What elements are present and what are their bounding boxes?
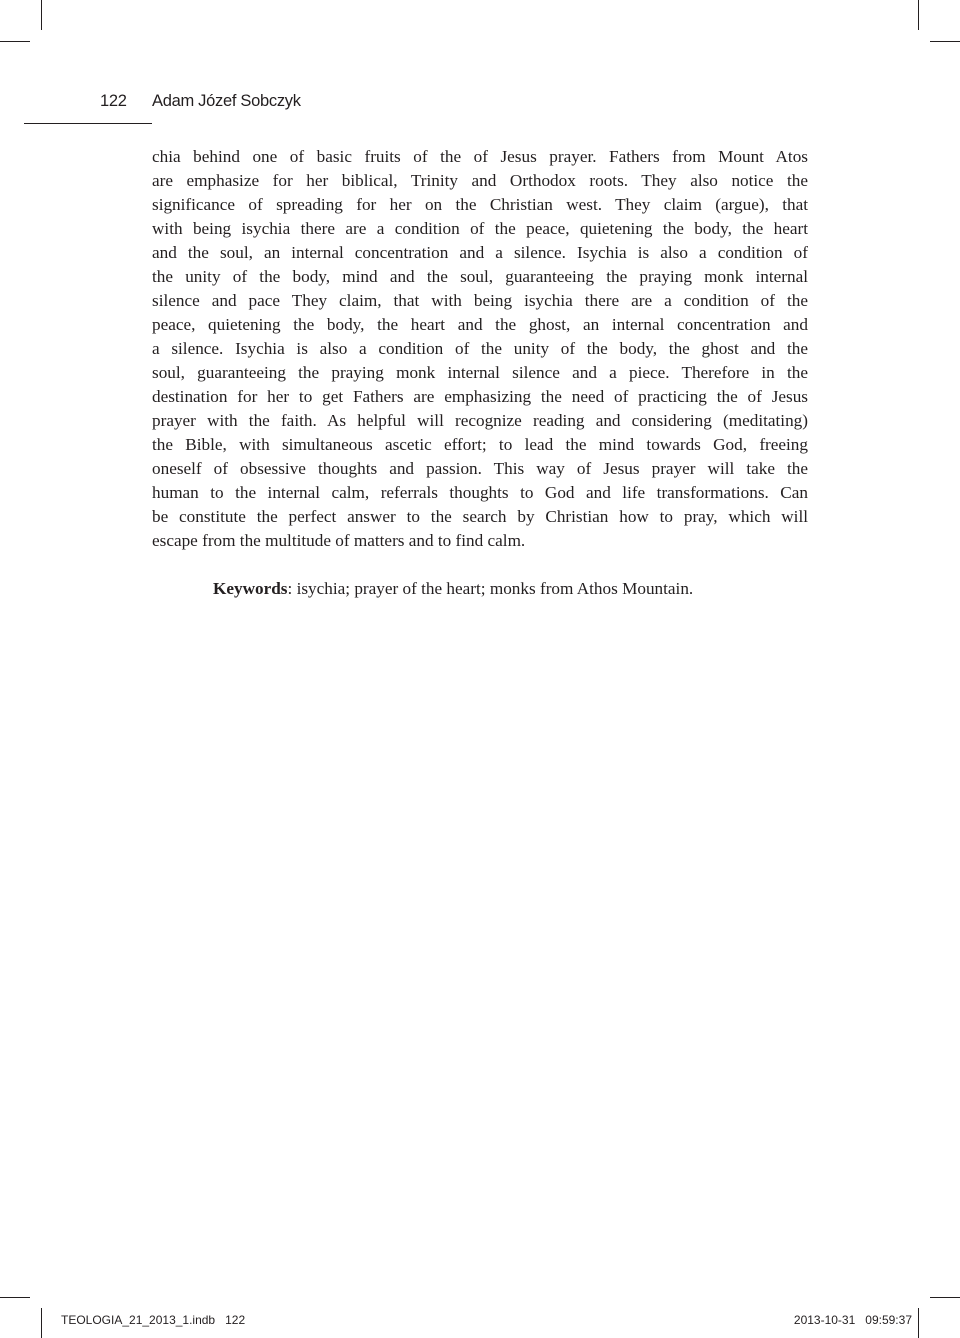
text-line: escape from the multitude of matters and to find calm. <box>152 531 526 550</box>
running-head <box>100 92 301 111</box>
crop-mark-bottom-left-horizontal <box>0 1297 30 1298</box>
crop-mark-top-left-vertical <box>41 0 42 30</box>
author-name: Adam Józef Sobczyk <box>152 92 301 110</box>
print-timestamp: 2013-10-31 09:59:37 <box>793 1313 912 1327</box>
crop-mark-bottom-left-vertical <box>41 1308 42 1338</box>
text-line: with being isychia there are a condition of the peace, quietening the body, the heart <box>152 219 808 238</box>
text-line: destination for her to get Fathers are emphasizing the need of practicing the of Jesus <box>152 387 808 406</box>
text-line: be constitute the perfect answer to the search by Christian how to pray, which will <box>152 507 808 526</box>
text-line: are emphasize for her biblical, Trinity and Orthodox roots. They also notice the <box>152 171 808 190</box>
crop-mark-top-right-vertical <box>918 0 919 30</box>
text-line: a silence. Isychia is also a condition of the unity of the body, the ghost and the <box>152 339 808 358</box>
crop-mark-top-right-horizontal <box>930 41 960 42</box>
text-line: prayer with the faith. As helpful will recognize reading and considering (meditating) <box>152 411 808 430</box>
text-line: chia behind one of basic fruits of the of Jesus prayer. Fathers from Mount Atos <box>152 147 808 166</box>
file-slug: TEOLOGIA_21_2013_1.indb 122 <box>61 1313 246 1327</box>
crop-mark-top-left-horizontal <box>0 41 30 42</box>
text-line: oneself of obsessive thoughts and passion. This way of Jesus prayer will take the <box>152 459 808 478</box>
text-line: silence and pace They claim, that with being isychia there are a condition of the <box>152 291 808 310</box>
text-line: human to the internal calm, referrals thoughts to God and life transformations. Can <box>152 483 808 502</box>
text-line: soul, guaranteeing the praying monk internal silence and a piece. Therefore in the <box>152 363 808 382</box>
text-line: and the soul, an internal concentration and a silence. Isychia is also a condition of <box>152 243 808 262</box>
text-line: peace, quietening the body, the heart and the ghost, an internal concentration and <box>152 315 808 334</box>
crop-mark-bottom-right-horizontal <box>930 1297 960 1298</box>
text-line: the unity of the body, mind and the soul, guaranteeing the praying monk internal <box>152 267 808 286</box>
keywords-separator: : <box>287 579 297 598</box>
text-line: the Bible, with simultaneous ascetic effort; to lead the mind towards God, freeing <box>152 435 808 454</box>
crop-mark-bottom-right-vertical <box>918 1308 919 1338</box>
text-line: significance of spreading for her on the Christian west. They claim (argue), that <box>152 195 808 214</box>
header-rule <box>24 123 152 124</box>
keywords-text: isychia; prayer of the heart; monks from Athos Mountain. <box>296 579 694 598</box>
keywords-label: Keywords <box>213 579 288 598</box>
keywords-line <box>213 577 693 601</box>
page-number: 122 <box>100 92 127 110</box>
abstract-paragraph <box>152 145 808 553</box>
